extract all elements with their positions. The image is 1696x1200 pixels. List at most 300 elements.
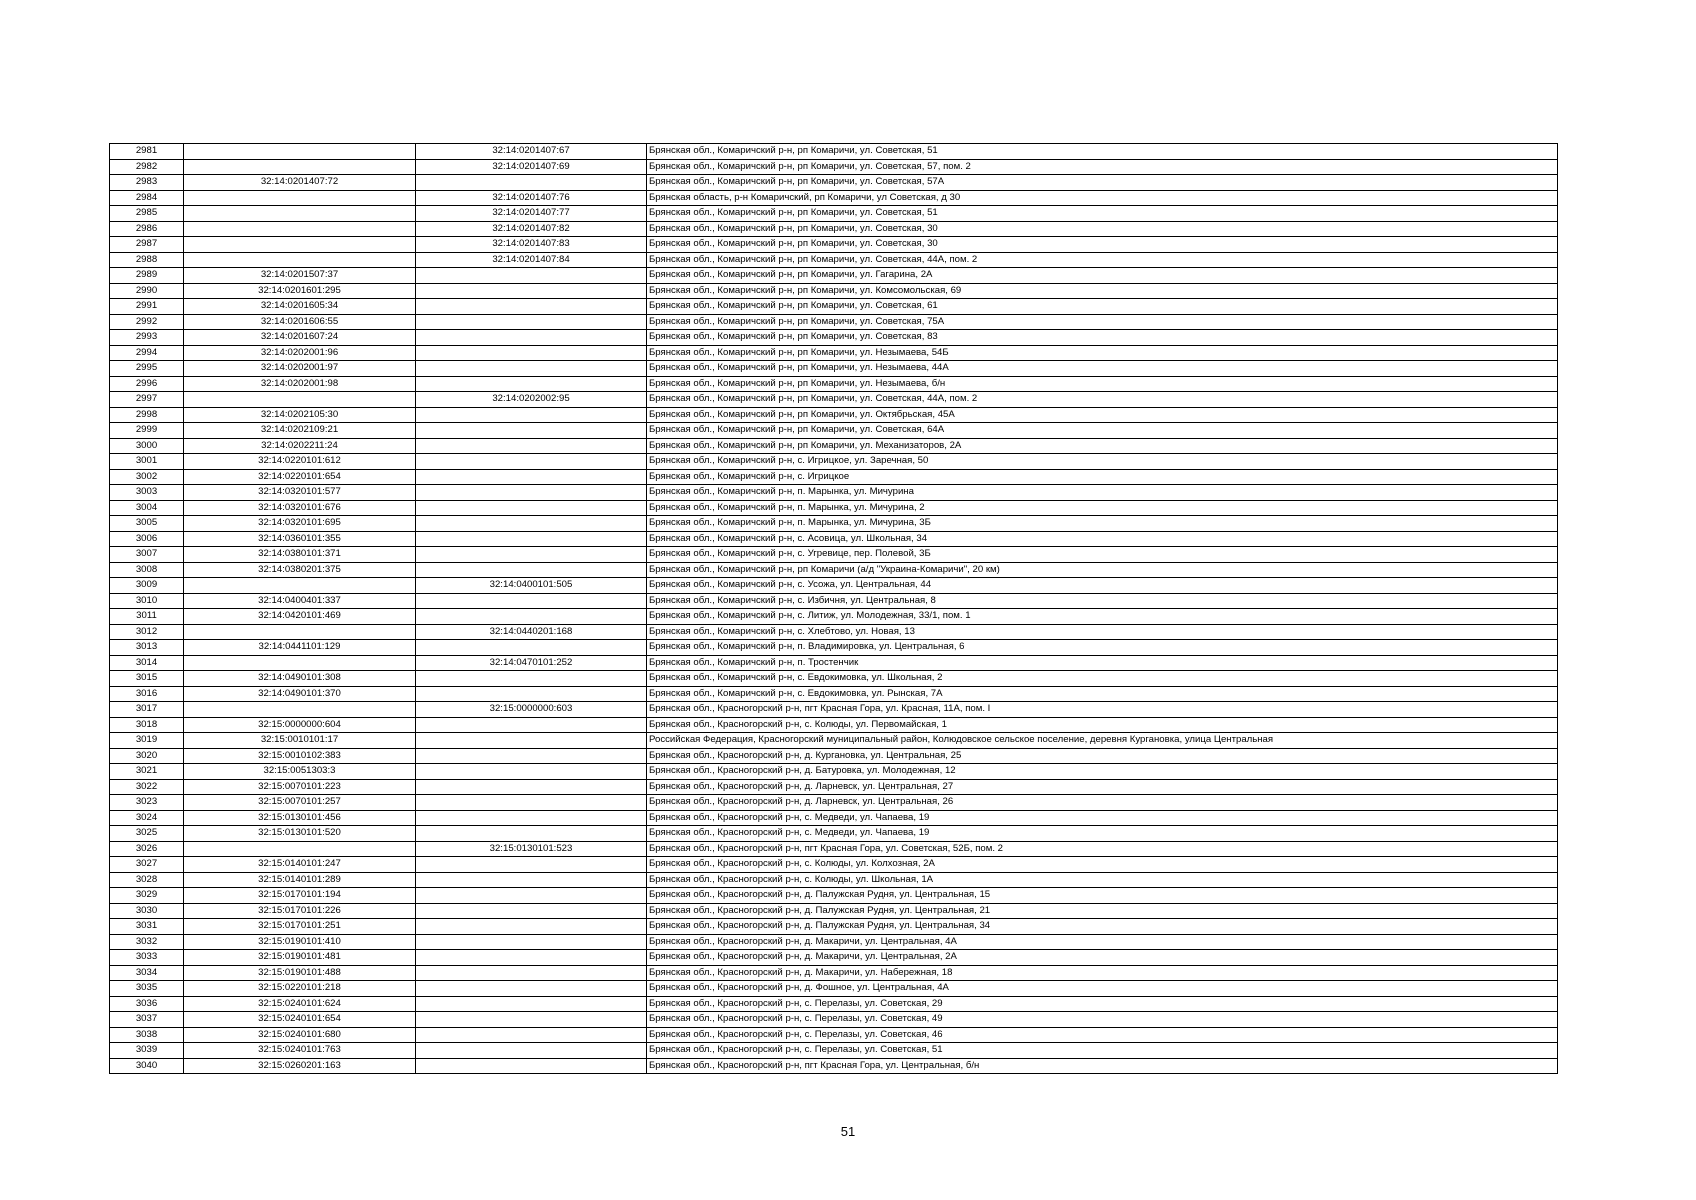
cadastral-number-alt-cell [416, 438, 647, 454]
address-cell: Брянская обл., Комаричский р-н, рп Комаричи, ул. Незымаева, 44А [647, 361, 1558, 377]
cadastral-number-cell: 32:14:0202001:97 [184, 361, 416, 377]
address-cell: Брянская обл., Красногорский р-н, с. Перелазы, ул. Советская, 51 [647, 1043, 1558, 1059]
address-cell: Брянская обл., Комаричский р-н, рп Комаричи, ул. Советская, 57А [647, 175, 1558, 191]
table-row [110, 965, 1558, 981]
cadastral-number-cell: 32:15:0140101:289 [184, 872, 416, 888]
address-cell: Брянская обл., Комаричский р-н, рп Комаричи, ул. Советская, 61 [647, 299, 1558, 315]
cadastral-number-cell: 32:15:0220101:218 [184, 981, 416, 997]
address-cell: Брянская обл., Красногорский р-н, с. Колюды, ул. Первомайская, 1 [647, 717, 1558, 733]
registry-table [109, 143, 1558, 1074]
address-cell: Брянская обл., Красногорский р-н, с. Медведи, ул. Чапаева, 19 [647, 826, 1558, 842]
table-row [110, 407, 1558, 423]
row-number-cell: 3029 [110, 888, 184, 904]
cadastral-number-cell [184, 159, 416, 175]
row-number-cell: 3003 [110, 485, 184, 501]
cadastral-number-alt-cell [416, 516, 647, 532]
cadastral-number-alt-cell [416, 454, 647, 470]
cadastral-number-alt-cell [416, 283, 647, 299]
table-row [110, 190, 1558, 206]
row-number-cell: 3013 [110, 640, 184, 656]
table-row [110, 996, 1558, 1012]
row-number-cell: 3040 [110, 1058, 184, 1074]
row-number-cell: 2981 [110, 144, 184, 160]
row-number-cell: 3000 [110, 438, 184, 454]
cadastral-number-alt-cell [416, 671, 647, 687]
row-number-cell: 3031 [110, 919, 184, 935]
cadastral-number-cell: 32:14:0201601:295 [184, 283, 416, 299]
address-cell: Брянская обл., Комаричский р-н, с. Евдокимовка, ул. Школьная, 2 [647, 671, 1558, 687]
cadastral-number-cell: 32:14:0202105:30 [184, 407, 416, 423]
cadastral-number-alt-cell: 32:14:0400101:505 [416, 578, 647, 594]
row-number-cell: 3037 [110, 1012, 184, 1028]
table-row [110, 376, 1558, 392]
table-row [110, 562, 1558, 578]
row-number-cell: 2984 [110, 190, 184, 206]
table-row [110, 624, 1558, 640]
cadastral-number-cell: 32:14:0201606:55 [184, 314, 416, 330]
row-number-cell: 3028 [110, 872, 184, 888]
cadastral-number-alt-cell [416, 361, 647, 377]
cadastral-number-cell: 32:15:0010102:383 [184, 748, 416, 764]
row-number-cell: 2995 [110, 361, 184, 377]
row-number-cell: 3035 [110, 981, 184, 997]
address-cell: Брянская обл., Красногорский р-н, пгт Красная Гора, ул. Красная, 11А, пом. I [647, 702, 1558, 718]
cadastral-number-cell: 32:15:0170101:251 [184, 919, 416, 935]
table-row [110, 810, 1558, 826]
cadastral-number-alt-cell [416, 345, 647, 361]
cadastral-number-alt-cell [416, 764, 647, 780]
cadastral-number-cell: 32:15:0240101:624 [184, 996, 416, 1012]
table-row [110, 950, 1558, 966]
row-number-cell: 3022 [110, 779, 184, 795]
address-cell: Брянская обл., Красногорский р-н, д. Фошное, ул. Центральная, 4А [647, 981, 1558, 997]
cadastral-number-cell: 32:15:0000000:604 [184, 717, 416, 733]
cadastral-number-cell: 32:15:0260201:163 [184, 1058, 416, 1074]
row-number-cell: 3032 [110, 934, 184, 950]
row-number-cell: 3007 [110, 547, 184, 563]
row-number-cell: 3005 [110, 516, 184, 532]
address-cell: Брянская обл., Комаричский р-н, рп Комаричи, ул. Советская, 51 [647, 144, 1558, 160]
address-cell: Брянская обл., Комаричский р-н, рп Комаричи, ул. Незымаева, б/н [647, 376, 1558, 392]
row-number-cell: 3010 [110, 593, 184, 609]
address-cell: Брянская обл., Комаричский р-н, рп Комаричи, ул. Октябрьская, 45А [647, 407, 1558, 423]
cadastral-number-cell: 32:15:0190101:410 [184, 934, 416, 950]
table-row [110, 841, 1558, 857]
cadastral-number-alt-cell [416, 996, 647, 1012]
row-number-cell: 3008 [110, 562, 184, 578]
address-cell: Брянская обл., Комаричский р-н, с. Асовица, ул. Школьная, 34 [647, 531, 1558, 547]
address-cell: Брянская обл., Комаричский р-н, с. Евдокимовка, ул. Рынская, 7А [647, 686, 1558, 702]
table-row [110, 500, 1558, 516]
row-number-cell: 3027 [110, 857, 184, 873]
table-row [110, 857, 1558, 873]
row-number-cell: 2998 [110, 407, 184, 423]
table-row [110, 469, 1558, 485]
address-cell: Брянская обл., Красногорский р-н, д. Палужская Рудня, ул. Центральная, 15 [647, 888, 1558, 904]
table-row [110, 671, 1558, 687]
row-number-cell: 2999 [110, 423, 184, 439]
table-row [110, 702, 1558, 718]
row-number-cell: 2993 [110, 330, 184, 346]
address-cell: Брянская обл., Красногорский р-н, с. Перелазы, ул. Советская, 46 [647, 1027, 1558, 1043]
cadastral-number-alt-cell: 32:15:0000000:603 [416, 702, 647, 718]
row-number-cell: 3002 [110, 469, 184, 485]
address-cell: Брянская обл., Комаричский р-н, п. Марынка, ул. Мичурина [647, 485, 1558, 501]
cadastral-number-cell: 32:14:0201507:37 [184, 268, 416, 284]
table-row [110, 872, 1558, 888]
cadastral-number-cell [184, 252, 416, 268]
row-number-cell: 3012 [110, 624, 184, 640]
cadastral-number-alt-cell [416, 376, 647, 392]
cadastral-number-cell: 32:14:0201605:34 [184, 299, 416, 315]
address-cell: Брянская обл., Комаричский р-н, с. Игрицкое, ул. Заречная, 50 [647, 454, 1558, 470]
cadastral-number-cell [184, 841, 416, 857]
cadastral-number-cell: 32:15:0240101:763 [184, 1043, 416, 1059]
table-row [110, 485, 1558, 501]
cadastral-number-cell [184, 578, 416, 594]
cadastral-number-alt-cell [416, 919, 647, 935]
cadastral-number-alt-cell [416, 934, 647, 950]
cadastral-number-cell: 32:15:0240101:680 [184, 1027, 416, 1043]
cadastral-number-alt-cell: 32:14:0201407:67 [416, 144, 647, 160]
row-number-cell: 2997 [110, 392, 184, 408]
address-cell: Брянская обл., Комаричский р-н, с. Хлебтово, ул. Новая, 13 [647, 624, 1558, 640]
cadastral-number-alt-cell [416, 950, 647, 966]
cadastral-number-alt-cell: 32:14:0201407:77 [416, 206, 647, 222]
row-number-cell: 2986 [110, 221, 184, 237]
address-cell: Брянская обл., Красногорский р-н, с. Перелазы, ул. Советская, 49 [647, 1012, 1558, 1028]
cadastral-number-cell: 32:14:0201607:24 [184, 330, 416, 346]
cadastral-number-alt-cell: 32:14:0201407:84 [416, 252, 647, 268]
table-row [110, 826, 1558, 842]
table-row [110, 438, 1558, 454]
cadastral-number-alt-cell [416, 733, 647, 749]
address-cell: Брянская обл., Красногорский р-н, с. Медведи, ул. Чапаева, 19 [647, 810, 1558, 826]
address-cell: Брянская обл., Комаричский р-н, с. Литиж, ул. Молодежная, 33/1, пом. 1 [647, 609, 1558, 625]
cadastral-number-cell [184, 655, 416, 671]
table-row [110, 206, 1558, 222]
row-number-cell: 3016 [110, 686, 184, 702]
table-row [110, 454, 1558, 470]
cadastral-number-cell [184, 221, 416, 237]
address-cell: Брянская обл., Красногорский р-н, д. Палужская Рудня, ул. Центральная, 34 [647, 919, 1558, 935]
cadastral-number-alt-cell [416, 717, 647, 733]
table-row [110, 717, 1558, 733]
cadastral-number-alt-cell [416, 1027, 647, 1043]
cadastral-number-cell: 32:14:0400401:337 [184, 593, 416, 609]
cadastral-number-alt-cell: 32:14:0201407:83 [416, 237, 647, 253]
row-number-cell: 3015 [110, 671, 184, 687]
row-number-cell: 3014 [110, 655, 184, 671]
address-cell: Брянская обл., Комаричский р-н, рп Комаричи, ул. Советская, 64А [647, 423, 1558, 439]
row-number-cell: 3023 [110, 795, 184, 811]
address-cell: Брянская обл., Красногорский р-н, с. Колюды, ул. Колхозная, 2А [647, 857, 1558, 873]
row-number-cell: 2992 [110, 314, 184, 330]
registry-table-body [110, 144, 1558, 1074]
table-row [110, 516, 1558, 532]
address-cell: Брянская обл., Комаричский р-н, рп Комаричи (а/д "Украина-Комаричи", 20 км) [647, 562, 1558, 578]
page-number: 51 [840, 1124, 856, 1139]
address-cell: Брянская обл., Комаричский р-н, с. Игрицкое [647, 469, 1558, 485]
cadastral-number-cell [184, 144, 416, 160]
cadastral-number-cell: 32:15:0130101:520 [184, 826, 416, 842]
address-cell: Брянская обл., Комаричский р-н, рп Комаричи, ул. Советская, 30 [647, 237, 1558, 253]
address-cell: Брянская обл., Комаричский р-н, рп Комаричи, ул. Советская, 75А [647, 314, 1558, 330]
row-number-cell: 3011 [110, 609, 184, 625]
cadastral-number-cell: 32:14:0201407:72 [184, 175, 416, 191]
table-row [110, 392, 1558, 408]
address-cell: Брянская обл., Красногорский р-н, д. Ларневск, ул. Центральная, 27 [647, 779, 1558, 795]
table-row [110, 640, 1558, 656]
row-number-cell: 2983 [110, 175, 184, 191]
table-row [110, 919, 1558, 935]
address-cell: Брянская обл., Комаричский р-н, рп Комаричи, ул. Советская, 30 [647, 221, 1558, 237]
cadastral-number-alt-cell [416, 1058, 647, 1074]
row-number-cell: 3001 [110, 454, 184, 470]
cadastral-number-alt-cell [416, 593, 647, 609]
table-row [110, 934, 1558, 950]
address-cell: Брянская обл., Комаричский р-н, рп Комаричи, ул. Комсомольская, 69 [647, 283, 1558, 299]
cadastral-number-cell: 32:14:0490101:308 [184, 671, 416, 687]
cadastral-number-cell: 32:14:0202001:96 [184, 345, 416, 361]
address-cell: Брянская обл., Красногорский р-н, с. Колюды, ул. Школьная, 1А [647, 872, 1558, 888]
cadastral-number-cell: 32:15:0010101:17 [184, 733, 416, 749]
cadastral-number-cell: 32:14:0420101:469 [184, 609, 416, 625]
cadastral-number-alt-cell [416, 330, 647, 346]
address-cell: Брянская обл., Комаричский р-н, с. Усожа, ул. Центральная, 44 [647, 578, 1558, 594]
table-row [110, 655, 1558, 671]
cadastral-number-cell: 32:15:0170101:226 [184, 903, 416, 919]
table-row [110, 686, 1558, 702]
address-cell: Брянская обл., Красногорский р-н, д. Батуровка, ул. Молодежная, 12 [647, 764, 1558, 780]
address-cell: Брянская обл., Комаричский р-н, рп Комаричи, ул. Советская, 83 [647, 330, 1558, 346]
cadastral-number-alt-cell [416, 965, 647, 981]
cadastral-number-alt-cell [416, 562, 647, 578]
cadastral-number-alt-cell: 32:15:0130101:523 [416, 841, 647, 857]
cadastral-number-alt-cell [416, 795, 647, 811]
cadastral-number-alt-cell [416, 826, 647, 842]
address-cell: Брянская обл., Красногорский р-н, пгт Красная Гора, ул. Советская, 52Б, пом. 2 [647, 841, 1558, 857]
cadastral-number-alt-cell [416, 547, 647, 563]
table-row [110, 237, 1558, 253]
cadastral-number-alt-cell [416, 857, 647, 873]
cadastral-number-alt-cell: 32:14:0201407:76 [416, 190, 647, 206]
cadastral-number-alt-cell [416, 609, 647, 625]
cadastral-number-cell: 32:15:0190101:488 [184, 965, 416, 981]
row-number-cell: 3039 [110, 1043, 184, 1059]
table-row [110, 423, 1558, 439]
address-cell: Брянская обл., Красногорский р-н, д. Ларневск, ул. Центральная, 26 [647, 795, 1558, 811]
cadastral-number-alt-cell: 32:14:0440201:168 [416, 624, 647, 640]
address-cell: Брянская обл., Комаричский р-н, п. Владимировка, ул. Центральная, 6 [647, 640, 1558, 656]
table-row [110, 547, 1558, 563]
cadastral-number-cell: 32:14:0202109:21 [184, 423, 416, 439]
cadastral-number-alt-cell [416, 686, 647, 702]
table-row [110, 795, 1558, 811]
address-cell: Брянская обл., Красногорский р-н, д. Макаричи, ул. Набережная, 18 [647, 965, 1558, 981]
cadastral-number-cell: 32:14:0220101:654 [184, 469, 416, 485]
table-row [110, 593, 1558, 609]
cadastral-number-alt-cell [416, 469, 647, 485]
table-row [110, 1058, 1558, 1074]
table-row [110, 345, 1558, 361]
address-cell: Брянская обл., Красногорский р-н, д. Кургановка, ул. Центральная, 25 [647, 748, 1558, 764]
cadastral-number-alt-cell [416, 748, 647, 764]
address-cell: Брянская обл., Комаричский р-н, с. Избичня, ул. Центральная, 8 [647, 593, 1558, 609]
address-cell: Брянская обл., Красногорский р-н, д. Макаричи, ул. Центральная, 2А [647, 950, 1558, 966]
address-cell: Брянская обл., Комаричский р-н, рп Комаричи, ул. Советская, 44А, пом. 2 [647, 392, 1558, 408]
address-cell: Брянская обл., Красногорский р-н, д. Палужская Рудня, ул. Центральная, 21 [647, 903, 1558, 919]
row-number-cell: 3034 [110, 965, 184, 981]
cadastral-number-alt-cell [416, 1043, 647, 1059]
row-number-cell: 2989 [110, 268, 184, 284]
cadastral-number-cell: 32:14:0202211:24 [184, 438, 416, 454]
row-number-cell: 3006 [110, 531, 184, 547]
row-number-cell: 3019 [110, 733, 184, 749]
table-row [110, 531, 1558, 547]
cadastral-number-cell: 32:15:0070101:257 [184, 795, 416, 811]
table-row [110, 330, 1558, 346]
row-number-cell: 3020 [110, 748, 184, 764]
cadastral-number-alt-cell [416, 423, 647, 439]
cadastral-number-alt-cell: 32:14:0470101:252 [416, 655, 647, 671]
cadastral-number-alt-cell [416, 314, 647, 330]
address-cell: Брянская обл., Комаричский р-н, рп Комаричи, ул. Советская, 57, пом. 2 [647, 159, 1558, 175]
row-number-cell: 2996 [110, 376, 184, 392]
address-cell: Брянская обл., Комаричский р-н, рп Комаричи, ул. Гагарина, 2А [647, 268, 1558, 284]
address-cell: Брянская обл., Комаричский р-н, п. Тростенчик [647, 655, 1558, 671]
cadastral-number-cell [184, 392, 416, 408]
table-row [110, 981, 1558, 997]
table-row [110, 733, 1558, 749]
table-row [110, 252, 1558, 268]
row-number-cell: 2994 [110, 345, 184, 361]
cadastral-number-alt-cell [416, 485, 647, 501]
table-row [110, 299, 1558, 315]
table-row [110, 1043, 1558, 1059]
table-row [110, 609, 1558, 625]
cadastral-number-cell: 32:15:0130101:456 [184, 810, 416, 826]
cadastral-number-cell: 32:14:0220101:612 [184, 454, 416, 470]
table-row [110, 159, 1558, 175]
cadastral-number-cell: 32:14:0380201:375 [184, 562, 416, 578]
row-number-cell: 3024 [110, 810, 184, 826]
row-number-cell: 2985 [110, 206, 184, 222]
cadastral-number-cell: 32:14:0320101:695 [184, 516, 416, 532]
cadastral-number-cell: 32:15:0140101:247 [184, 857, 416, 873]
cadastral-number-cell: 32:15:0070101:223 [184, 779, 416, 795]
table-row [110, 1012, 1558, 1028]
row-number-cell: 3018 [110, 717, 184, 733]
row-number-cell: 3038 [110, 1027, 184, 1043]
cadastral-number-cell: 32:14:0441101:129 [184, 640, 416, 656]
table-row [110, 764, 1558, 780]
table-row [110, 903, 1558, 919]
row-number-cell: 3004 [110, 500, 184, 516]
cadastral-number-alt-cell [416, 268, 647, 284]
row-number-cell: 2990 [110, 283, 184, 299]
cadastral-number-alt-cell [416, 1012, 647, 1028]
cadastral-number-cell: 32:14:0360101:355 [184, 531, 416, 547]
address-cell: Брянская обл., Комаричский р-н, с. Угревице, пер. Полевой, 3Б [647, 547, 1558, 563]
cadastral-number-cell: 32:15:0190101:481 [184, 950, 416, 966]
table-row [110, 221, 1558, 237]
cadastral-number-alt-cell [416, 531, 647, 547]
table-row [110, 268, 1558, 284]
cadastral-number-cell: 32:14:0320101:577 [184, 485, 416, 501]
cadastral-number-alt-cell [416, 981, 647, 997]
row-number-cell: 3030 [110, 903, 184, 919]
cadastral-number-alt-cell: 32:14:0201407:69 [416, 159, 647, 175]
cadastral-number-cell [184, 190, 416, 206]
cadastral-number-cell: 32:14:0380101:371 [184, 547, 416, 563]
cadastral-number-alt-cell [416, 779, 647, 795]
cadastral-number-cell [184, 206, 416, 222]
table-row [110, 361, 1558, 377]
row-number-cell: 2987 [110, 237, 184, 253]
cadastral-number-cell: 32:15:0170101:194 [184, 888, 416, 904]
table-row [110, 144, 1558, 160]
table-row [110, 1027, 1558, 1043]
cadastral-number-alt-cell: 32:14:0201407:82 [416, 221, 647, 237]
row-number-cell: 3025 [110, 826, 184, 842]
cadastral-number-alt-cell [416, 299, 647, 315]
row-number-cell: 2988 [110, 252, 184, 268]
address-cell: Брянская обл., Комаричский р-н, п. Марынка, ул. Мичурина, 3Б [647, 516, 1558, 532]
cadastral-number-alt-cell [416, 888, 647, 904]
address-cell: Брянская обл., Комаричский р-н, рп Комаричи, ул. Механизаторов, 2А [647, 438, 1558, 454]
cadastral-number-cell: 32:14:0202001:98 [184, 376, 416, 392]
cadastral-number-alt-cell [416, 872, 647, 888]
address-cell: Российская Федерация, Красногорский муниципальный район, Колюдовское сельское поселение, деревня Кургановка, улица Центральная [647, 733, 1558, 749]
cadastral-number-alt-cell [416, 407, 647, 423]
row-number-cell: 3009 [110, 578, 184, 594]
table-row [110, 888, 1558, 904]
cadastral-number-alt-cell [416, 640, 647, 656]
cadastral-number-cell: 32:15:0051303:3 [184, 764, 416, 780]
table-row [110, 314, 1558, 330]
row-number-cell: 3026 [110, 841, 184, 857]
address-cell: Брянская обл., Комаричский р-н, п. Марынка, ул. Мичурина, 2 [647, 500, 1558, 516]
address-cell: Брянская обл., Красногорский р-н, пгт Красная Гора, ул. Центральная, б/н [647, 1058, 1558, 1074]
cadastral-number-cell: 32:15:0240101:654 [184, 1012, 416, 1028]
cadastral-number-cell: 32:14:0320101:676 [184, 500, 416, 516]
cadastral-number-alt-cell [416, 903, 647, 919]
table-row [110, 779, 1558, 795]
address-cell: Брянская обл., Комаричский р-н, рп Комаричи, ул. Советская, 44А, пом. 2 [647, 252, 1558, 268]
table-row [110, 748, 1558, 764]
address-cell: Брянская обл., Красногорский р-н, с. Перелазы, ул. Советская, 29 [647, 996, 1558, 1012]
row-number-cell: 2991 [110, 299, 184, 315]
table-row [110, 175, 1558, 191]
row-number-cell: 2982 [110, 159, 184, 175]
cadastral-number-cell [184, 237, 416, 253]
cadastral-number-alt-cell [416, 175, 647, 191]
address-cell: Брянская обл., Красногорский р-н, д. Макаричи, ул. Центральная, 4А [647, 934, 1558, 950]
table-row [110, 578, 1558, 594]
row-number-cell: 3021 [110, 764, 184, 780]
cadastral-number-cell [184, 702, 416, 718]
cadastral-number-cell [184, 624, 416, 640]
row-number-cell: 3033 [110, 950, 184, 966]
address-cell: Брянская обл., Комаричский р-н, рп Комаричи, ул. Незымаева, 54Б [647, 345, 1558, 361]
table-row [110, 283, 1558, 299]
address-cell: Брянская область, р-н Комаричский, рп Комаричи, ул Советская, д 30 [647, 190, 1558, 206]
cadastral-number-alt-cell [416, 810, 647, 826]
cadastral-number-alt-cell: 32:14:0202002:95 [416, 392, 647, 408]
row-number-cell: 3017 [110, 702, 184, 718]
row-number-cell: 3036 [110, 996, 184, 1012]
